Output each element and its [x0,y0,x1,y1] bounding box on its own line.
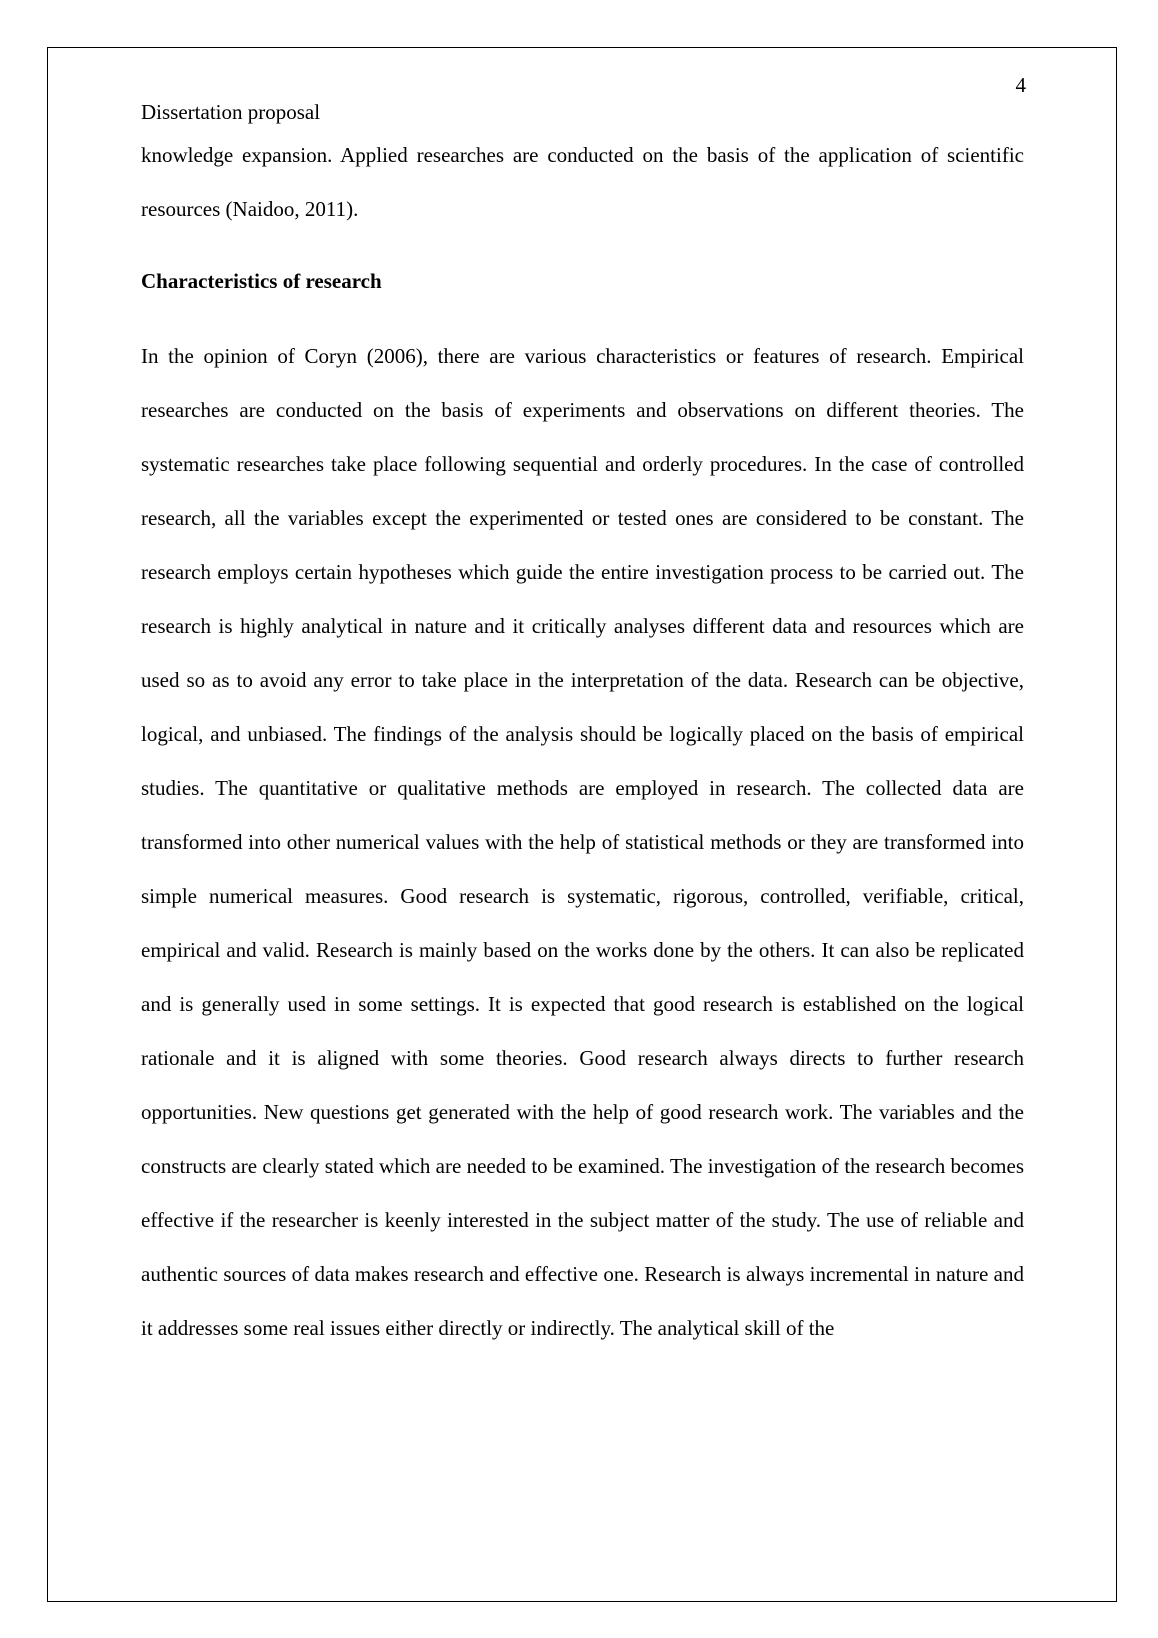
page-number: 4 [1015,73,1026,97]
body-paragraph-1: knowledge expansion. Applied researches are conducted on the basis of the application of scientific resources (Naidoo, 2011). [141,143,1024,221]
body-paragraph-2: In the opinion of Coryn (2006), there are various characteristics or features of research. Empirical researches are conducted on the basis of experiments and observations on different theories. The systematic researches take place following sequential and orderly procedures. In the case of controlled research, all the variables except the experimented or tested ones are considered to be constant. The research employs certain hypotheses which guide the entire investigation process to be carried out. The research is highly analytical in nature and it critically analyses different data and resources which are used so as to avoid any error to take place in the interpretation of the data. Research can be objective, logical, and unbiased. The findings of the analysis should be logically placed on the basis of empirical studies. The quantitative or qualitative methods are employed in research. The collected data are transformed into other numerical values with the help of statistical methods or they are transformed into simple numerical measures. Good research is systematic, rigorous, controlled, verifiable, critical, empirical and valid. Research is mainly based on the works done by the others. It can also be replicated and is generally used in some settings. It is expected that good research is established on the logical rationale and it is aligned with some theories. Good research always directs to further research opportunities. New questions get generated with the help of good research work. The variables and the constructs are clearly stated which are needed to be examined. The investigation of the research becomes effective if the researcher is keenly interested in the subject matter of the study. The use of reliable and authentic sources of data makes research and effective one. Research is always incremental in nature and it addresses some real issues either directly or indirectly. The analytical skill of the [141,344,1024,1340]
section-heading: Characteristics of research [141,269,382,293]
running-head: Dissertation proposal [141,100,321,124]
